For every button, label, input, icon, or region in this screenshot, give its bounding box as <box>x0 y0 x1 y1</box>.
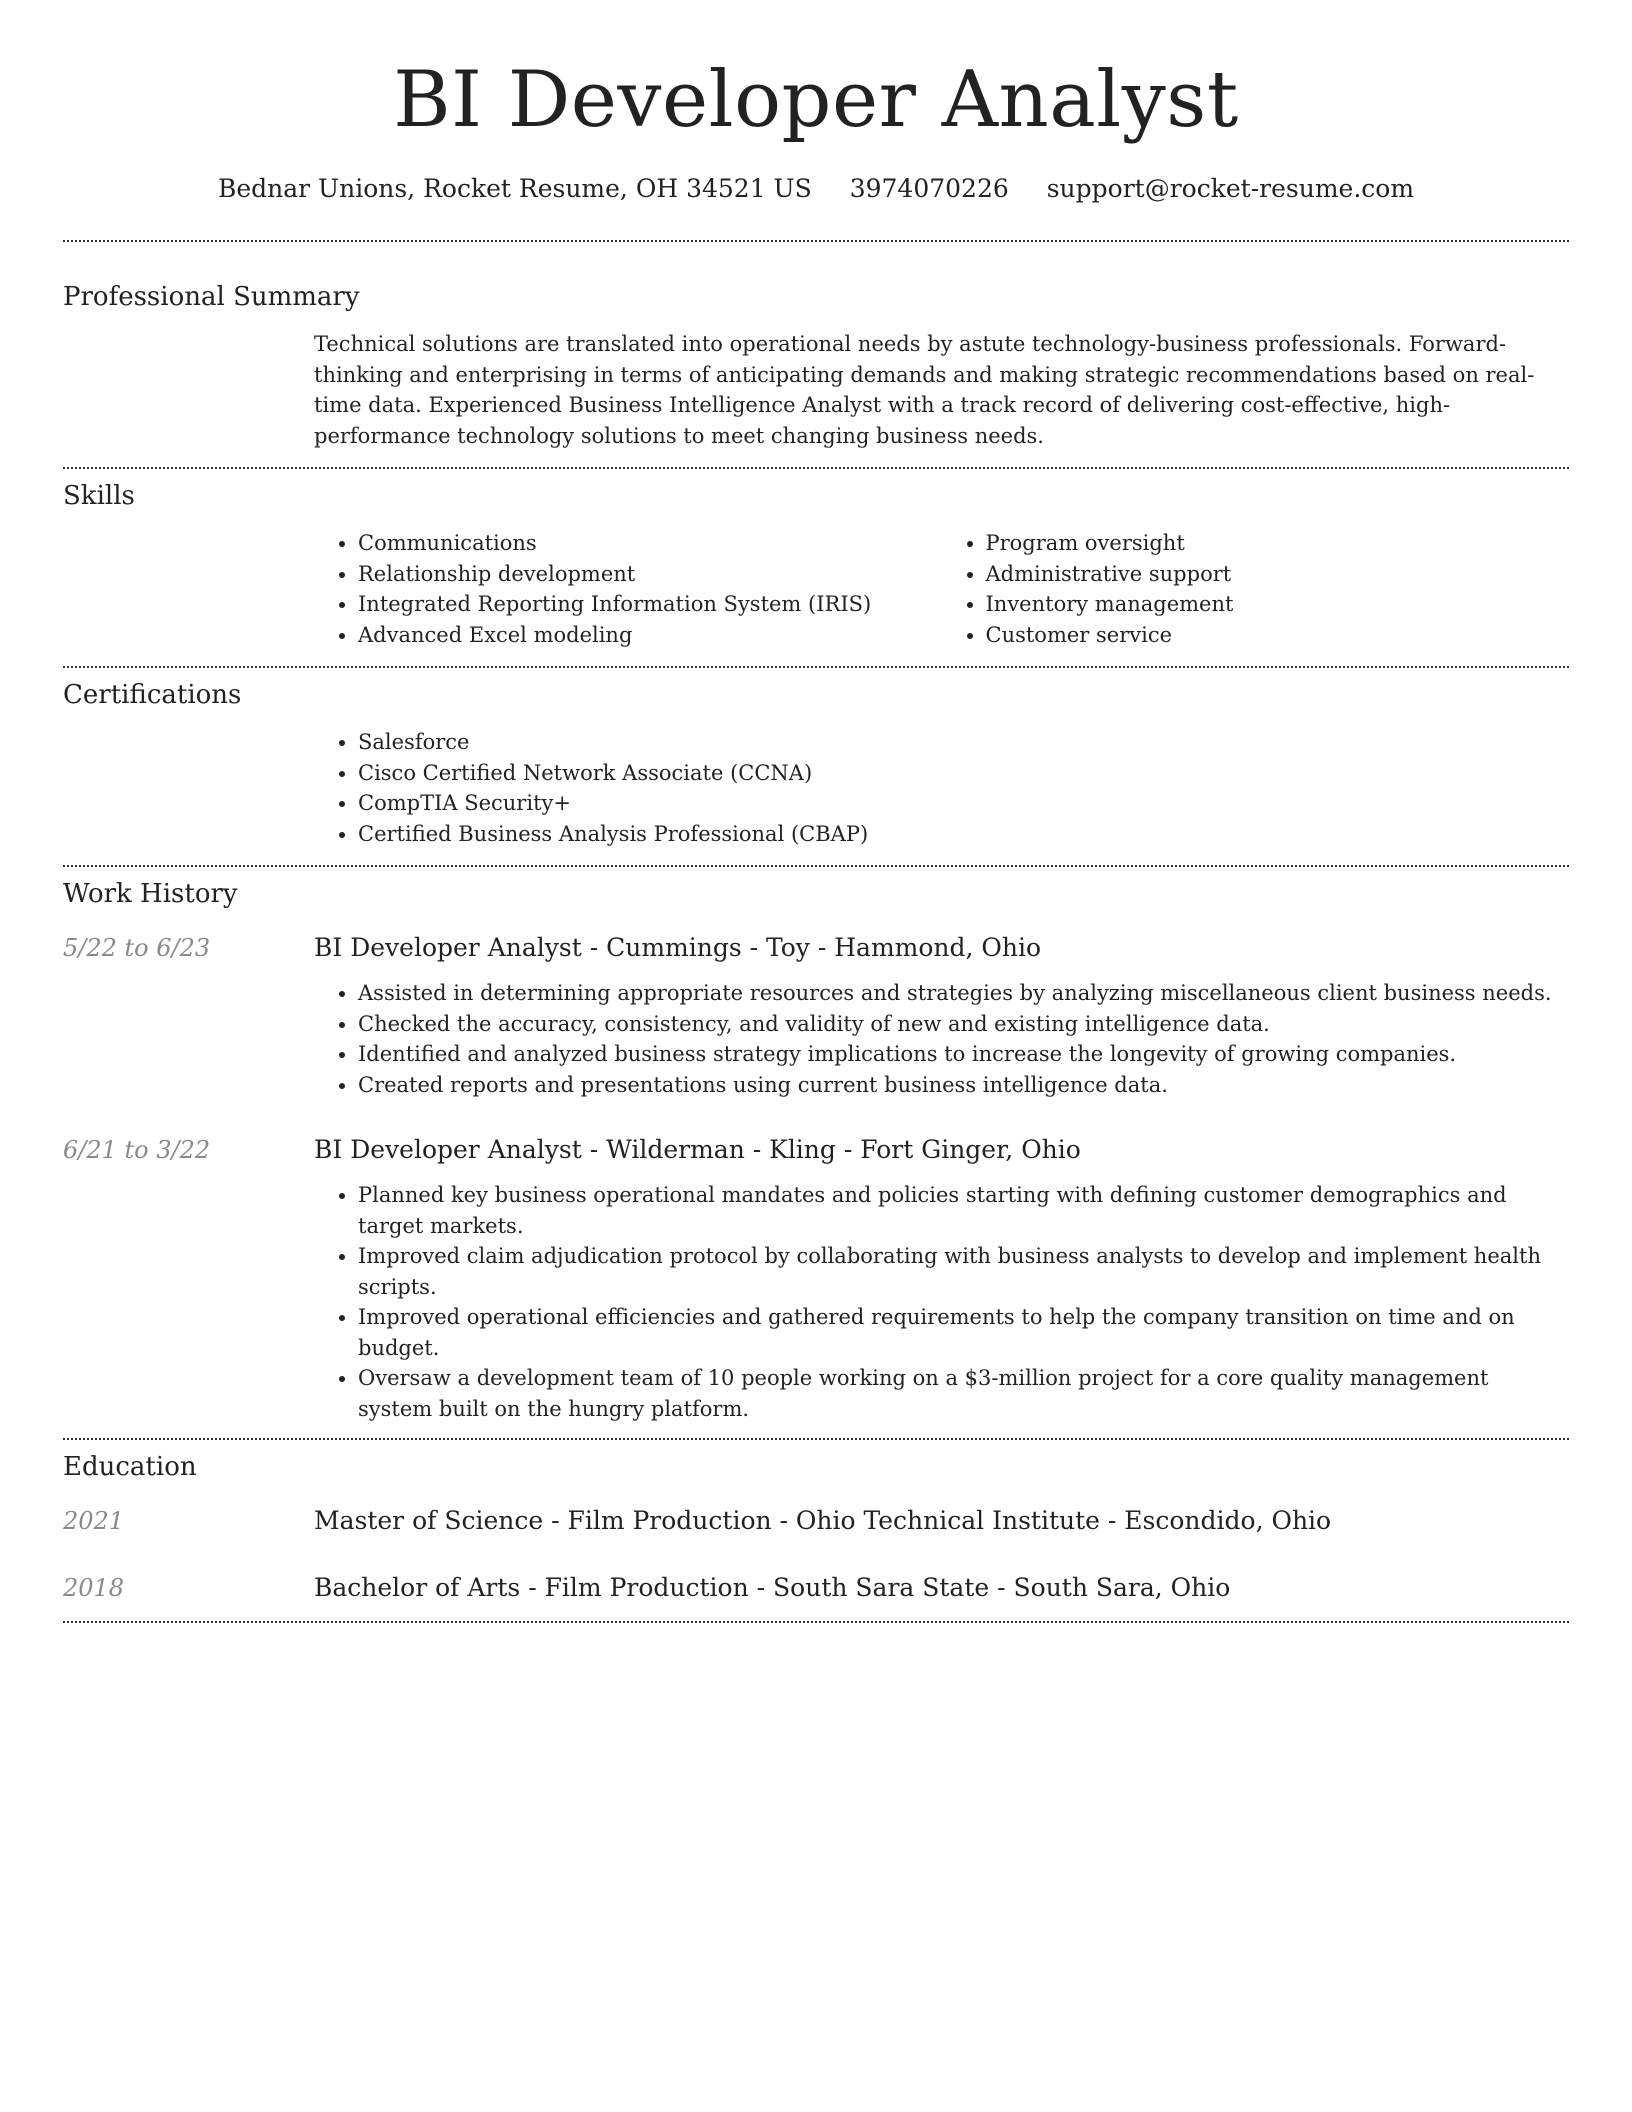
certification-item: • CompTIA Security+ <box>358 788 1569 819</box>
section-title-certifications: Certifications <box>63 680 242 710</box>
job-bullet: • Improved operational efficiencies and gathered requirements to help the company transition on time and on budget. <box>358 1302 1569 1363</box>
job-title: BI Developer Analyst - Cummings - Toy - Hammond, Ohio <box>314 933 1042 962</box>
certifications-section <box>63 668 1569 849</box>
job-bullet: • Planned key business operational mandates and policies starting with defining customer demographics and target markets. <box>358 1180 1569 1241</box>
skill-item: • Inventory management <box>986 589 1570 620</box>
contact-phone: 3974070226 <box>849 174 1009 203</box>
section-title-work-history: Work History <box>63 879 238 909</box>
job-bullet: • Created reports and presentations using current business intelligence data. <box>358 1070 1569 1101</box>
job-bullet: • Checked the accuracy, consistency, and validity of new and existing intelligence data. <box>358 1009 1569 1040</box>
contact-address: Bednar Unions, Rocket Resume, OH 34521 US <box>217 174 812 203</box>
summary-text: Technical solutions are translated into operational needs by astute technology-business professionals. Forward-thinking and enterprising in terms of anticipating demands and making strategic recommendations based on real-time data. Experienced Business Intelligence Analyst with a track record of delivering cost-effective, high-performance technology solutions to meet changing business needs. <box>314 332 1535 448</box>
education-degree: Master of Science - Film Production - Ohio Technical Institute - Escondido, Ohio <box>314 1506 1332 1535</box>
certification-item: • Certified Business Analysis Professional (CBAP) <box>358 819 1569 850</box>
resume-header <box>63 0 1569 206</box>
job-dates: 6/21 to 3/22 <box>63 1136 211 1164</box>
job-bullet: • Improved claim adjudication protocol by collaborating with business analysts to develop and implement health scripts. <box>358 1241 1569 1302</box>
job-entry <box>63 931 1569 1100</box>
job-bullet-list <box>314 1180 1569 1424</box>
summary-content <box>314 329 1569 451</box>
skills-list-right <box>942 528 1570 650</box>
certification-item: • Salesforce <box>358 727 1569 758</box>
job-bullet-list <box>314 978 1569 1100</box>
certification-item: • Cisco Certified Network Associate (CCNA) <box>358 758 1569 789</box>
education-degree: Bachelor of Arts - Film Production - South Sara State - South Sara, Ohio <box>314 1573 1231 1602</box>
skill-item: • Administrative support <box>986 559 1570 590</box>
certifications-content <box>314 727 1569 849</box>
job-bullets <box>314 978 1569 1100</box>
skill-item: • Program oversight <box>986 528 1570 559</box>
certifications-list <box>314 727 1569 849</box>
skill-item: • Advanced Excel modeling <box>358 620 942 651</box>
skill-item: • Customer service <box>986 620 1570 651</box>
work-history-section <box>63 867 1569 1424</box>
skills-section <box>63 469 1569 650</box>
education-year: 2021 <box>63 1507 125 1535</box>
job-bullet: • Identified and analyzed business strategy implications to increase the longevity of growing companies. <box>358 1039 1569 1070</box>
job-bullets <box>314 1180 1569 1424</box>
job-bullet: • Assisted in determining appropriate resources and strategies by analyzing miscellaneous client business needs. <box>358 978 1569 1009</box>
skill-item: • Communications <box>358 528 942 559</box>
section-title-summary: Professional Summary <box>63 282 360 312</box>
job-title: BI Developer Analyst - Wilderman - Kling - Fort Ginger, Ohio <box>314 1135 1081 1164</box>
skill-item: • Relationship development <box>358 559 942 590</box>
job-bullet: • Oversaw a development team of 10 people working on a $3-million project for a core quality management system built on the hungry platform. <box>358 1363 1569 1424</box>
education-section <box>63 1440 1569 1605</box>
skill-item: • Integrated Reporting Information System (IRIS) <box>358 589 942 620</box>
job-dates: 5/22 to 6/23 <box>63 934 211 962</box>
job-entry <box>63 1133 1569 1424</box>
education-entry <box>63 1504 1569 1538</box>
candidate-name: BI Developer Analyst <box>393 55 1239 145</box>
divider <box>63 1621 1569 1623</box>
job-header <box>63 931 1569 965</box>
job-header <box>63 1133 1569 1167</box>
contact-email: support@rocket-resume.com <box>1046 174 1415 203</box>
summary-section <box>63 242 1569 451</box>
contact-line <box>63 172 1569 206</box>
section-title-skills: Skills <box>63 481 135 511</box>
skills-list-left <box>314 528 942 650</box>
education-entry <box>63 1571 1569 1605</box>
education-year: 2018 <box>63 1574 125 1602</box>
skills-grid <box>314 528 1569 650</box>
section-title-education: Education <box>63 1452 197 1482</box>
